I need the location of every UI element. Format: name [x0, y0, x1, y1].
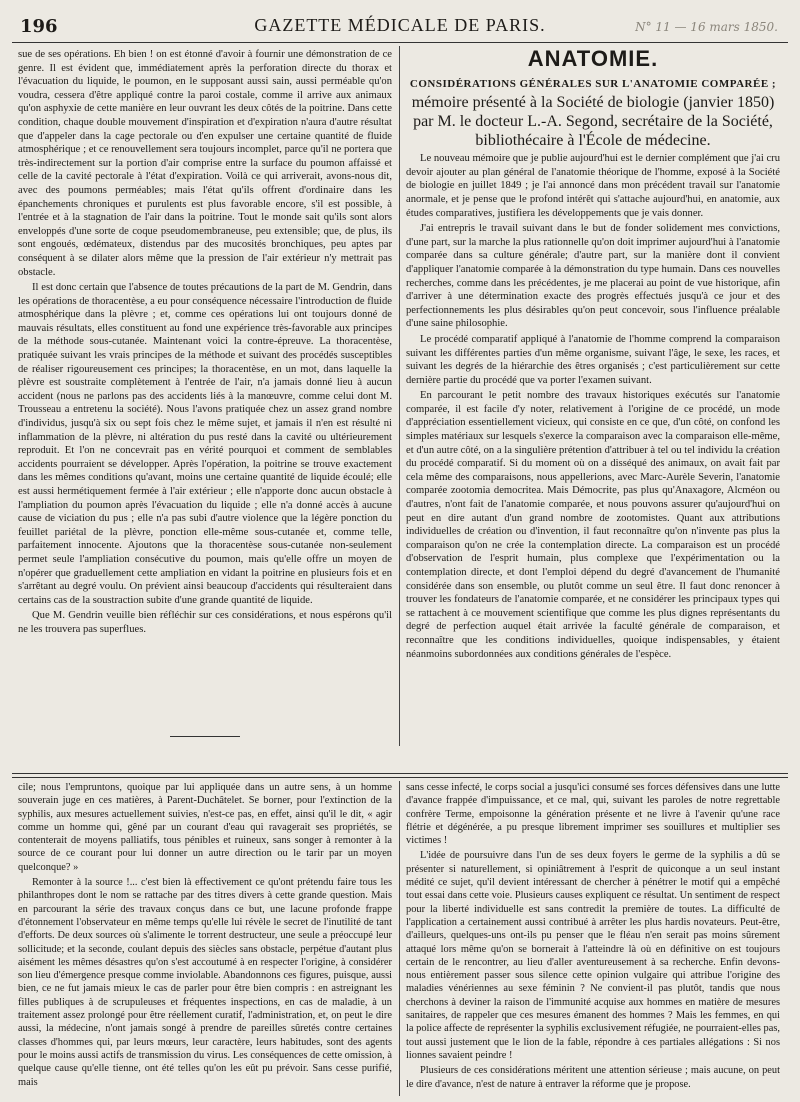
right-paragraph: En parcourant le petit nombre des travaux historiques exécutés sur l'anatomie comparée, il est facile d'y noter, relativement à l'origine de ce procédé, un mode d'appréciation essentiellement vicieux, qui consiste en ce que, d'un côté, on confond les simples matériaux sur lesquels s'exerce la comparaison avec la comparaison elle-même, et d'un autre côté, on a la singulière prétention d'attribuer à tel ou tel individu la création du procédé comparatif. Si du moment où on a disséqué des animaux, on avait fait par cela même des comparaisons, nous appellerions, avec Marc-Aurèle Severin, l'anatomie comparée zootomia democritea. Mais Démocrite, pas plus qu'Anaxagore, Alcméon ou d'autres, n'ont fait de l'anatomie comparée, et nous pouvons assurer qu'aujourd'hui on peut en dire autant d'un grand nombre de zootomistes. Quant aux attributions individuelles de création ou d'invention, il faut reconnaître qu'on n'invente pas plus la comparaison qu'on ne crée la contemplation directe. La comparaison est un procédé d'observation de l'esprit humain, plus complexe que l'expérimentation ou la contemplation directe, et dont l'emploi dépend du degré d'avancement de l'humanité considérée dans son ensemble, ou plutôt comme un seul être. Il faut donc renoncer à trouver les fondateurs de l'anatomie comparée, et ne considérer les principaux types qui se rattachent à ce mouvement scientifique que comme les plus dignes représentants du degré de perfection auquel était arrivée la faculté générale de comparaison, et reconnaître que les conditions individuelles, quoique indispensables, y étaient néanmoins subordonnées aux conditions générales de l'espèce. — [406, 390, 780, 660]
article-heading: CONSIDÉRATIONS GÉNÉRALES SUR L'ANATOMIE COMPARÉE ; — [409, 77, 777, 90]
left-paragraph: Que M. Gendrin veuille bien réfléchir sur ces considérations, et nous espérons qu'il ne les trouvera pas superflues. — [18, 610, 392, 635]
feuilleton-paragraph: Plusieurs de ces considérations méritent une attention sérieuse ; mais aucune, on peut le dire d'avance, n'est de nature à entraver la réforme que je propose. — [406, 1065, 780, 1090]
feuilleton-paragraph: cile; nous l'empruntons, quoique par lui appliquée dans un autre sens, à un homme souverain juge en ces matières, à Parent-Duchâtelet. Se borner, pour l'extinction de la syphilis, aux mesures actuellement suivies, n'est-ce pas, en effet, ainsi qu'il le dit, « agir comme un homme qui, gêné par un courant d'eau qui ravagerait ses propriétés, se contenterait de moyens palliatifs, tous pénibles et ruineux, sans songer à remonter à la source de ce courant pour lui donner un autre direction ou le tarir par un moyen quelconque? » — [18, 782, 392, 873]
column-divider — [399, 46, 400, 746]
feuilleton-rule-bottom — [12, 777, 788, 778]
feuilleton-paragraph: Remonter à la source !... c'est bien là effectivement ce qu'ont prétendu faire tous les philanthropes dont le nom se rattache par des titres divers à cette grande question. Mais en parcourant la série des travaux conçus dans ce but, une lacune profonde frappe d'étonnement l'observateur en même temps qu'elle lui révèle le secret de l'inutilité de tant d'efforts. De deux sources où s'alimente le torrent destructeur, une seule a préoccupé leur sollicitude; et la seconde, coulant depuis des siècles sans obstacle, perpétue d'autant plus aisément les mêmes désastres qu'on s'est accoutumé à en respecter l'origine, à considérer son lieu d'émergence presque comme inviolable. Abandonnons ces figures, puisque, aussi bien, ce ne fut jamais mieux le cas de parler pour être bien compris : en astreignant les filles publiques à de scrupuleuses et fréquentes inspections, en cas de maladie, à un traitement assez prolongé pour être réellement curatif, l'administration, et, on peut le dire aussi, la médecine, n'ont jamais songé à prendre de pareilles sûretés contre certaines classes d'hommes qui, par leurs mœurs, leur caractère, leurs habitudes, sont des agents pour le moins aussi actifs de transmission du virus. Les conséquences de cette omission, à quelque cause qu'elle tienne, ont été telles qu'on les eût pu prévoir. Sans cesse purifié, mais — [18, 877, 392, 1088]
feuilleton-divider — [399, 781, 400, 1096]
left-paragraph: sue de ses opérations. Eh bien ! on est étonné d'avoir à fournir une démonstration de ce genre. Il est évident que, immédiatement après la perforation directe du thorax et l'évacuation du liquide, le poumon, en le supposant aussi sain, aussi perméable qu'on voudra, cessera d'être appliqué contre la paroi costale, comme il arrive aux animaux qu'on asphyxie de cette manière en leur ouvrant les deux côtés de la poitrine. Dans cette condition, chaque double mouvement d'inspiration et d'expiration n'aura d'autre résultat que d'appeler dans la cage pectorale ou d'en expulser une certaine quantité de fluide atmosphérique ; et ce renouvellement sera toujours incomplet, parce qu'il ne portera que très-indirectement sur la portion d'air comprise entre la surface du poumon affaissé et celle de la cavité pectorale à l'état d'expiration. Voilà ce qui arriverait, avons-nous dit, avec des poumons perméables; mais l'état qu'ils offrent d'ordinaire dans les épanchements chroniques et purulents est plus favorable encore, s'il est possible, à l'entrée et à la stagnation de l'air dans la poitrine. Tout le monde sait qu'ils sont alors enveloppés d'une sorte de coque pseudomembraneuse, peu extensible; que, de plus, ils sont engoués, œdémateux, distendus par des mucosités bronchiques, peu aptes par conséquent à se dilater alors même que la pression de l'air extérieur n'y mettrait pas obstacle. — [18, 49, 392, 278]
left-paragraph: Il est donc certain que l'absence de toutes précautions de la part de M. Gendrin, dans les opérations de thoracentèse, a eu pour conséquence nécessaire l'introduction de fluide atmosphérique dans la plèvre ; et, comme ces opérations lui ont toujours donné de mauvais résultats, elles constituent au fond une expérience très-favorable aux principes de la méthode sous-cutanée. Maintenant voici la contre-épreuve. La thoracentèse, pratiquée suivant les vrais principes de la méthode et suivant des procédés susceptibles de réaliser rigoureusement ces principes; la thoracentèse, en un mot, dans laquelle la plèvre est soustraite complètement à l'entrée de l'air, n'a jamais donné lieu à aucun accident (nous ne parlons pas des accidents liés à la manœuvre, comme celui dont M. Trousseau a entretenu la société). Nous l'avons pratiquée chez un assez grand nombre d'individus, jusqu'à six ou sept fois chez le même sujet, et jamais il n'en est résulté ni inflammation de la plèvre, ni altération du pus resté dans la cavité ou ultérieurement reproduit. Et l'on ne concevrait pas en vérité pourquoi et comment de semblables accidents pourraient se développer. Après l'opération, la poitrine se trouve exactement dans les mêmes conditions qu'avant, moins une certaine quantité de liquide écoulé; elle est aussi hermétiquement fermée à l'air extérieur ; elle n'apporte donc aucun obstacle à l'ampliation du poumon après l'évacuation du liquide ; elle n'a donné accès à aucune cause de viciation du pus ; elle n'a pas subi d'autre violence que la légère ponction du feuillet pariétal de la plèvre, ponction elle-même sous-cutanée et, comme telle, parfaitement innocente. Ajoutons que la thoracentèse sous-cutanée non-seulement permet seule l'ampliation consécutive du poumon, mais qu'elle offre un moyen de n'opérer que graduellement cette ampliation en vidant la poitrine en plusieurs fois et en s'arrêtant au degré voulu. On prévient ainsi beaucoup d'accidents qui résulteraient dans certains cas de la soustraction subite d'une grande quantité de liquide. — [18, 282, 392, 606]
article-subtitle: mémoire présenté à la Société de biologie (janvier 1850) par M. le docteur L.-A. Segond, secrétaire de la Société, bibliothécaire à l'École de médecine. — [411, 94, 775, 150]
journal-title: GAZETTE MÉDICALE DE PARIS. — [254, 15, 546, 35]
bleed-through-date: N° 11 — 16 mars 1850. — [635, 20, 778, 34]
right-column — [406, 48, 780, 663]
right-paragraph: Le nouveau mémoire que je publie aujourd'hui est le dernier complément que j'ai cru devoir ajouter au plan général de l'anatomie théorique de l'homme, exposé à la Société de biologie en juillet 1849 ; je l'ai annoncé dans mon précédent travail sur l'anatomie anormale, et je pense que le profond intérêt qui s'attache aujourd'hui, en anatomie, aux études comparatives, justifiera les développements que je vais donner. — [406, 153, 780, 219]
left-column — [18, 48, 392, 639]
page-header — [12, 8, 788, 43]
feuilleton-paragraph: L'idée de poursuivre dans l'un de ses deux foyers le germe de la syphilis a dû se présenter si naturellement, si opiniâtrement à l'esprit de quiconque a un seul instant médité ce sujet, qu'il devient intéressant de chercher à pénétrer le motif qui a empêché tout essai dans cette voie. Plusieurs causes expliquent ce résultat. Un sentiment de respect pour la liberté individuelle est sans contredit la première de toutes. La difficulté de l'application a certainement aussi contribué à arrêter les plus hardis novateurs. Peut-être, d'ailleurs, quelques-uns ont-ils pu penser que le fléau n'en serait pas moins sûrement attaqué lors même qu'on se bornerait à l'atteindre là où en définitive on est toujours certain de le rencontrer, au lieu d'aller aventureusement à sa recherche. Enfin devons-nous entièrement passer sous silence cette opinion vulgaire qui attribue l'origine des maladies vénériennes au sexe féminin ? Ne convient-il pas plutôt, tandis que nous cherchons à deviner la raison de l'immunité acquise aux hommes en matière de mesures sanitaires, de rappeler que ces mesures émanent des hommes ? Mais les femmes, en qui la police affecte de représenter la syphilis exclusivement réfugiée, ne pourraient-elles pas, tout aussi justement que le lion de la fable, répondre à ces partiales allégations : Si nos lionnes savaient peindre ! — [406, 850, 780, 1061]
feuilleton-paragraph: sans cesse infecté, le corps social a jusqu'ici consumé ses forces défensives dans une lutte d'avance frappée d'impuissance, et ce mal, qui, suivant les paroles de notre regrettable confrère Terme, empoisonne la génération présente et ne livre à l'avenir qu'une race flétrie et dégénérée, a pu presque librement imprimer ses souillures et multiplier ses victimes ! — [406, 782, 780, 847]
feuilleton-right-column — [406, 781, 780, 1093]
right-paragraph: Le procédé comparatif appliqué à l'anatomie de l'homme comprend la comparaison suivant les différentes parties d'un même organisme, suivant l'âge, le sexe, les races, et suivant les degrés de la hiérarchie des êtres organisés ; c'est particulièrement sur cette dernière partie du procédé que va porter l'examen suivant. — [406, 333, 780, 386]
right-paragraph: J'ai entrepris le travail suivant dans le but de fonder solidement mes convictions, d'une part, sur la marche la plus rationnelle qu'on doit imprimer aujourd'hui à l'anatomie comparée dans sa culture générale; d'autre part, sur la manière dont il convient d'appliquer l'anatomie comparée à la démonstration du type humain. Dans ces nouvelles recherches, comme dans les précédentes, je me placerai au point de vue historique, afin d'arriver à une détermination exacte des progrès effectués jusqu'à ce jour et des perfectionnements les plus désirables qu'on peut concevoir, sous l'influence préalable d'une saine philosophie. — [406, 223, 780, 330]
end-rule — [170, 736, 240, 737]
feuilleton-rule-top — [12, 773, 788, 774]
feuilleton-left-column — [18, 781, 392, 1091]
page-number: 196 — [20, 16, 58, 37]
section-title: ANATOMIE. — [527, 46, 659, 71]
